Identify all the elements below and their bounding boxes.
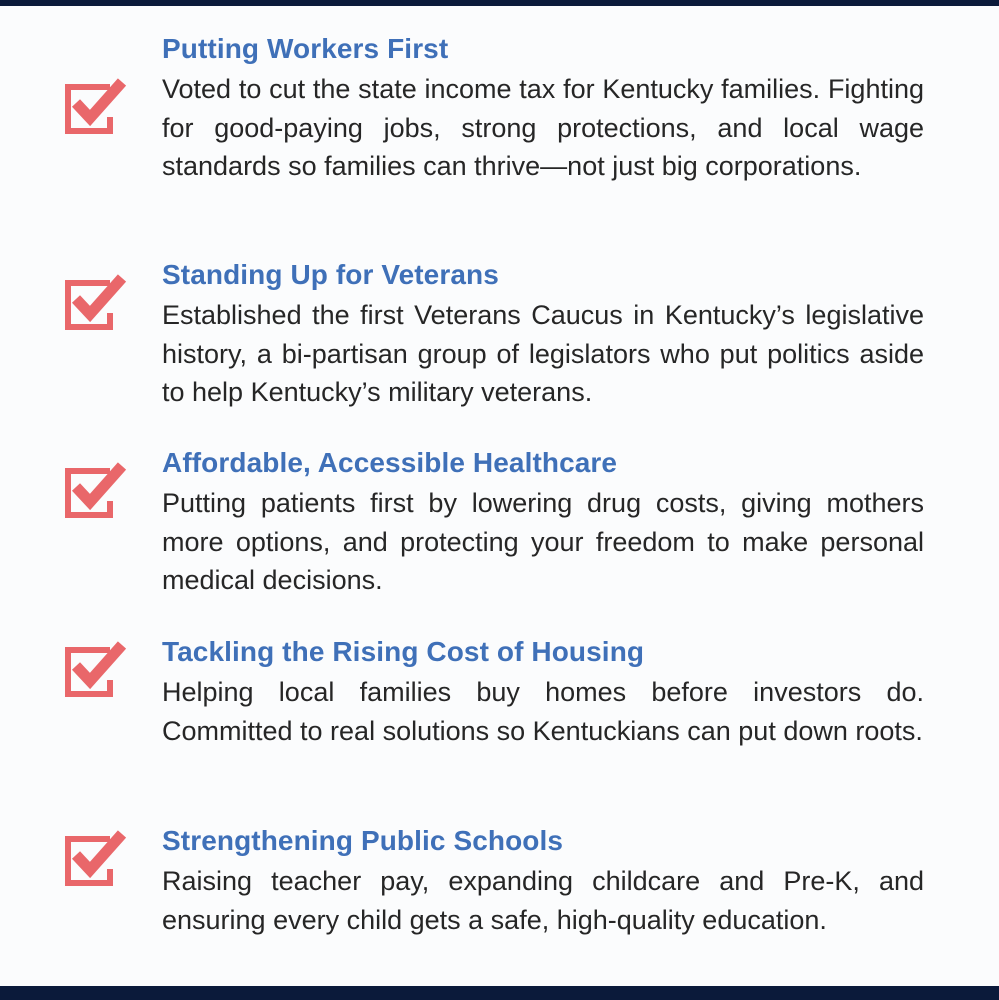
item-body: Established the first Veterans Caucus in Kentucky’s legislative history, a bi-partisan group of legislators who put politics aside to help Kentucky’s military veterans. [162,300,924,407]
checkbox-checked-icon [60,825,132,889]
checkbox-checked-icon [60,457,132,521]
checkbox-checked-icon [60,269,132,333]
flyer-panel [0,6,999,986]
item-title: Standing Up for Veterans [162,259,499,290]
item-title: Tackling the Rising Cost of Housing [162,636,645,667]
checkbox-checked-icon [60,636,132,700]
item-title: Putting Workers First [162,33,449,64]
item-title: Strengthening Public Schools [162,825,564,856]
checkbox-checked-icon [60,73,132,137]
item-body: Putting patients first by lowering drug costs, giving mothers more options, and protecting your freedom to make personal medical decisions. [162,488,924,595]
item-body: Helping local families buy homes before investors do. Committed to real solutions so Kentuckians can put down roots. [162,677,924,746]
item-body: Voted to cut the state income tax for Kentucky families. Fighting for good-paying jobs, strong protections, and local wage standards so families can thrive—not just big corporations. [162,74,924,181]
item-title: Affordable, Accessible Healthcare [162,447,618,478]
item-body: Raising teacher pay, expanding childcare and Pre-K, and ensuring every child gets a safe, high-quality education. [162,866,924,935]
